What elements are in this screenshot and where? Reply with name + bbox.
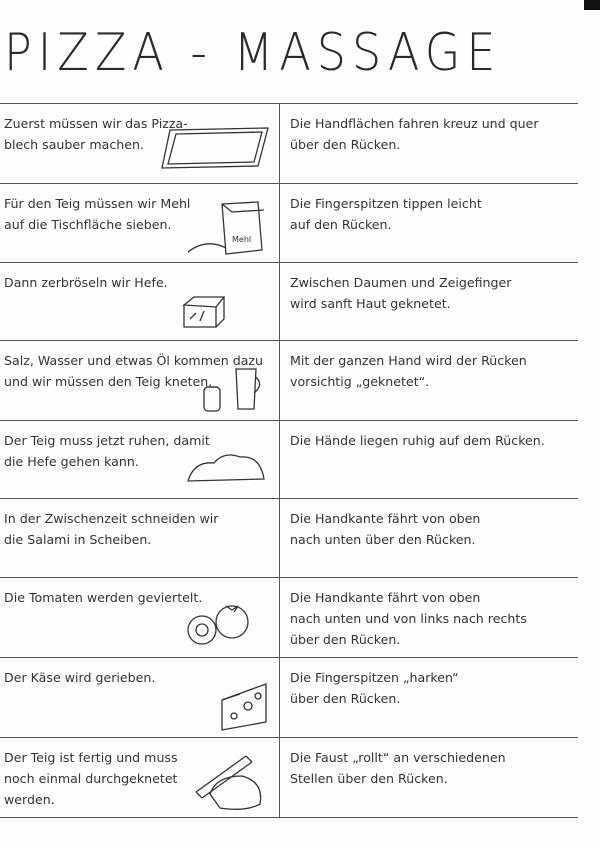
step-cell (0, 341, 280, 420)
step-text: In der Zwischenzeit schneiden wir die Salami in Scheiben. (4, 511, 219, 547)
step-text: Der Teig ist fertig und muss noch einmal durchgeknetet werden. (4, 750, 178, 807)
step-cell (0, 499, 280, 577)
step-text: Für den Teig müssen wir Mehl auf die Tischfläche sieben. (4, 196, 191, 232)
table-row (0, 658, 578, 738)
page-title: PIZZA - MASSAGE (4, 22, 502, 83)
massage-text: Zwischen Daumen und Zeigefinger wird sanft Haut geknetet. (290, 275, 512, 311)
massage-text: Mit der ganzen Hand wird der Rücken vorsichtig „geknetet“. (290, 353, 527, 389)
massage-text: Die Handkante fährt von oben nach unten über den Rücken. (290, 511, 481, 547)
table-row (0, 499, 578, 578)
step-text: Salz, Wasser und etwas Öl kommen dazu und wir müssen den Teig kneten. (4, 353, 264, 389)
massage-cell (280, 341, 578, 420)
step-text: Der Käse wird gerieben. (4, 670, 156, 685)
table-row (0, 104, 578, 184)
massage-cell (280, 104, 578, 183)
tomato-icon (186, 596, 252, 652)
massage-cell (280, 499, 578, 577)
massage-text: Die Fingerspitzen tippen leicht auf den Rücken. (290, 196, 482, 232)
salt-and-jug-icon (198, 363, 264, 415)
step-text: Die Tomaten werden geviertelt. (4, 590, 203, 605)
step-cell (0, 184, 280, 262)
massage-cell (280, 421, 578, 498)
yeast-cube-icon (180, 291, 230, 331)
table-row (0, 184, 578, 263)
step-cell (0, 578, 280, 657)
table-row (0, 738, 578, 818)
massage-cell (280, 578, 578, 657)
massage-cell (280, 738, 578, 817)
massage-text: Die Handkante fährt von oben nach unten und von links nach rechts über den Rücken. (290, 590, 527, 647)
baking-tray-icon (158, 122, 273, 172)
table-row (0, 421, 578, 499)
massage-text: Die Handflächen fahren kreuz und quer über den Rücken. (290, 116, 539, 152)
table-row (0, 263, 578, 341)
instruction-table (0, 103, 578, 818)
corner-mark (584, 0, 600, 10)
step-text: Zuerst müssen wir das Pizza- blech sauber machen. (4, 116, 188, 152)
step-text: Der Teig muss jetzt ruhen, damit die Hefe gehen kann. (4, 433, 210, 469)
step-cell (0, 104, 280, 183)
massage-cell (280, 658, 578, 737)
cheese-icon (214, 674, 274, 734)
massage-cell (280, 263, 578, 340)
step-text: Dann zerbröseln wir Hefe. (4, 275, 168, 290)
step-cell (0, 263, 280, 340)
flour-bag-icon (186, 198, 270, 258)
table-row (0, 341, 578, 421)
dough-ball-icon (184, 447, 268, 487)
rolling-pin-icon (186, 742, 270, 814)
massage-cell (280, 184, 578, 262)
massage-text: Die Fingerspitzen „harken“ über den Rücken. (290, 670, 459, 706)
step-cell (0, 738, 280, 817)
massage-text: Die Faust „rollt“ an verschiedenen Stellen über den Rücken. (290, 750, 506, 786)
svg-text:Mehl: Mehl (232, 235, 252, 244)
step-cell (0, 658, 280, 737)
step-cell (0, 421, 280, 498)
table-row (0, 578, 578, 658)
massage-text: Die Hände liegen ruhig auf dem Rücken. (290, 433, 545, 448)
